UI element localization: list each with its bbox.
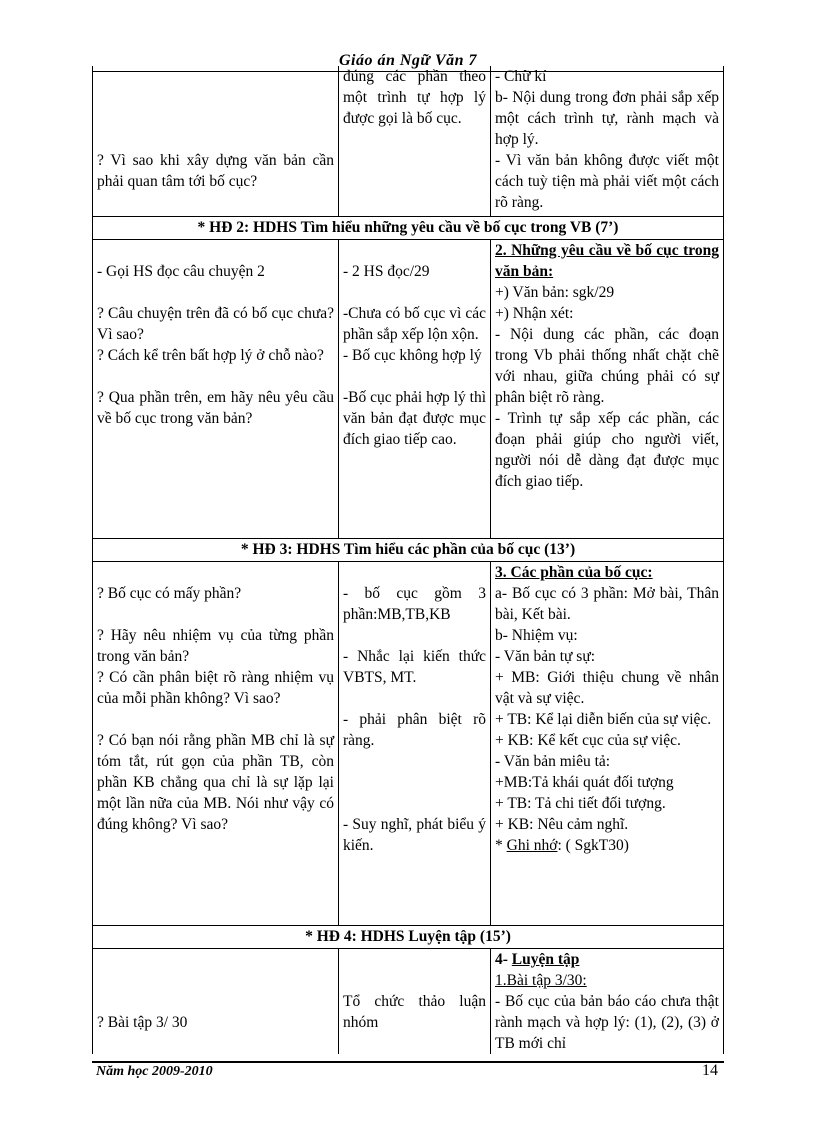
student-cell — [339, 949, 491, 1054]
content-line: - Văn bản tự sự: — [495, 648, 596, 665]
content-line: - Bố cục của bản báo cáo chưa thật rành mạch và hợp lý: (1), (2), (3) ở TB mới chỉ — [495, 993, 719, 1052]
teacher-instruction: - Gọi HS đọc câu chuyện 2 — [97, 263, 265, 280]
content-line: b- Nội dung trong đơn phải sắp xếp một cách trình tự, rành mạch và hợp lý. — [495, 89, 719, 148]
table-row — [92, 240, 724, 539]
content-line: +) Văn bản: sgk/29 — [495, 284, 615, 301]
teacher-question: ? Bài tập 3/ 30 — [97, 1014, 188, 1031]
content-cell — [491, 66, 724, 216]
student-answer: -Chưa có bố cục vì các phần sắp xếp lộn xộn. — [343, 305, 486, 343]
content-line: + TB: Kể lại diễn biến của sự việc. — [495, 711, 712, 728]
heading-number: 4- — [495, 951, 512, 968]
teacher-question: ? Hãy nêu nhiệm vụ của từng phần trong văn bản? — [97, 627, 334, 665]
student-answer: - Nhắc lại kiến thức VBTS, MT. — [343, 648, 486, 686]
student-answer: đúng các phần theo một trình tự hợp lý được gọi là bố cục. — [343, 68, 486, 127]
section-heading: * HĐ 3: HDHS Tìm hiểu các phần của bố cục (13’) — [92, 539, 724, 562]
memo-prefix: * — [495, 837, 507, 854]
content-line: + TB: Tả chi tiết đối tượng. — [495, 795, 666, 812]
content-cell — [491, 240, 724, 538]
teacher-question: ? Qua phần trên, em hãy nêu yêu cầu về bố cục trong văn bản? — [97, 389, 334, 427]
exercise-title: 1.Bài tập 3/30: — [495, 972, 587, 989]
footer-rule — [92, 1061, 724, 1063]
student-answer: - phải phân biệt rõ ràng. — [343, 711, 486, 749]
table-row — [92, 949, 724, 1054]
teacher-question: ? Có bạn nói rằng phần MB chỉ là sự tóm tắt, rút gọn của phần TB, còn phần KB chẳng qua chỉ là sự lặp lại một lần nữa của MB. Nói như vậy có đúng không? Vì sao? — [97, 732, 334, 833]
teacher-cell — [92, 66, 339, 216]
content-cell — [491, 949, 724, 1054]
header-rule — [92, 71, 724, 72]
memo-ref: : ( SgkT30) — [557, 837, 629, 854]
student-answer: - 2 HS đọc/29 — [343, 263, 430, 280]
content-line: +MB:Tả khái quát đối tượng — [495, 774, 674, 791]
student-cell — [339, 562, 491, 925]
content-line: +) Nhận xét: — [495, 305, 574, 322]
content-cell — [491, 562, 724, 925]
teacher-question: ? Câu chuyện trên đã có bố cục chưa? Vì sao? — [97, 305, 334, 343]
teacher-cell — [92, 562, 339, 925]
lesson-table — [92, 66, 724, 1054]
student-cell — [339, 66, 491, 216]
content-line: a- Bố cục có 3 phần: Mở bài, Thân bài, Kết bài. — [495, 585, 719, 623]
content-line: + KB: Kể kết cục của sự việc. — [495, 732, 681, 749]
teacher-question: ? Có cần phân biệt rõ ràng nhiệm vụ của mỗi phần không? Vì sao? — [97, 669, 334, 707]
teacher-question: ? Cách kể trên bất hợp lý ở chỗ nào? — [97, 347, 324, 364]
teacher-question: ? Bố cục có mấy phần? — [97, 585, 242, 602]
content-line: - Trình tự sắp xếp các phần, các đoạn phải giúp cho người viết, người nói dễ dàng đạt được mục đích giao tiếp. — [495, 410, 719, 490]
content-line: - Nội dung các phần, các đoạn trong Vb phải thống nhất chặt chẽ với nhau, giữa chúng phải có sự phân biệt rõ ràng. — [495, 326, 719, 406]
student-answer: Tổ chức thảo luận nhóm — [343, 993, 486, 1031]
table-row — [92, 562, 724, 926]
page-header-title: Giáo án Ngữ Văn 7 — [338, 52, 478, 69]
content-line: - Chữ kí — [495, 68, 547, 85]
student-cell — [339, 240, 491, 538]
section-subheading: 3. Các phần của bố cục: — [495, 564, 653, 581]
heading-text: Luyện tập — [511, 951, 580, 968]
student-answer: - Bố cục không hợp lý — [343, 347, 482, 364]
section-heading: * HĐ 2: HDHS Tìm hiểu những yêu cầu về bố cục trong VB (7’) — [92, 217, 724, 240]
content-line: + MB: Giới thiệu chung về nhân vật và sự việc. — [495, 669, 719, 707]
page-number: 14 — [702, 1062, 718, 1079]
section-subheading — [495, 949, 719, 970]
footer-school-year: Năm học 2009-2010 — [96, 1064, 213, 1079]
memo-note — [495, 835, 719, 856]
teacher-cell — [92, 949, 339, 1054]
table-row — [92, 66, 724, 217]
teacher-question: ? Vì sao khi xây dựng văn bản cần phải quan tâm tới bố cục? — [97, 152, 334, 190]
content-line: + KB: Nêu cảm nghĩ. — [495, 816, 629, 833]
memo-label: Ghi nhớ — [506, 837, 558, 854]
section-subheading: 2. Những yêu cầu về bố cục trong văn bản: — [495, 242, 719, 280]
content-line: - Văn bản miêu tả: — [495, 753, 611, 770]
content-line: - Vì văn bản không được viết một cách tuỳ tiện mà phải viết một cách rõ ràng. — [495, 152, 719, 211]
content-line: b- Nhiệm vụ: — [495, 627, 578, 644]
student-answer: - bố cục gồm 3 phần:MB,TB,KB — [343, 585, 486, 623]
student-answer: -Bố cục phải hợp lý thì văn bản đạt được mục đích giao tiếp cao. — [343, 389, 486, 448]
student-answer: - Suy nghĩ, phát biểu ý kiến. — [343, 816, 486, 854]
section-heading: * HĐ 4: HDHS Luyện tập (15’) — [92, 926, 724, 949]
teacher-cell — [92, 240, 339, 538]
